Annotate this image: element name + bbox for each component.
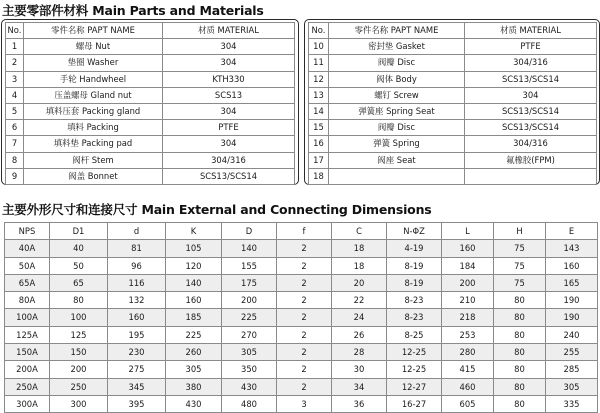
dimension-cell: 305	[166, 361, 222, 378]
dimension-cell: 2	[277, 378, 332, 395]
part-name: 螺母 Nut	[24, 39, 163, 55]
part-no: 14	[309, 104, 329, 120]
dimension-cell: 34	[332, 378, 387, 395]
dimension-cell: 75	[494, 274, 546, 291]
dimension-cell: 120	[166, 257, 222, 274]
dimension-cell: 105	[166, 240, 222, 257]
part-material: SCS13/SCS14	[465, 71, 597, 87]
table-row	[6, 152, 295, 168]
dimension-cell: 460	[442, 378, 494, 395]
header-no: No.	[6, 23, 24, 39]
column-header: N-ΦZ	[387, 223, 442, 240]
table-row	[6, 120, 295, 136]
part-no: 5	[6, 104, 24, 120]
part-no: 18	[309, 168, 329, 184]
dimension-cell: 160	[108, 309, 166, 326]
part-no: 15	[309, 120, 329, 136]
part-name	[329, 168, 465, 184]
dimension-cell: 605	[442, 395, 494, 412]
part-name: 螺钉 Screw	[329, 87, 465, 103]
dimension-cell: 65	[50, 274, 108, 291]
part-material: 304	[163, 136, 295, 152]
table-row	[5, 326, 598, 343]
nps-cell: 250A	[5, 378, 50, 395]
header-no: No.	[309, 23, 329, 39]
dimension-cell: 200	[50, 361, 108, 378]
column-header: f	[277, 223, 332, 240]
dimension-cell: 18	[332, 257, 387, 274]
dimension-cell: 3	[277, 395, 332, 412]
dimension-cell: 190	[546, 309, 598, 326]
part-name: 弹簧 Spring	[329, 136, 465, 152]
dimension-cell: 2	[277, 240, 332, 257]
dimension-cell: 210	[442, 292, 494, 309]
table-row	[6, 168, 295, 184]
dimension-cell: 30	[332, 361, 387, 378]
part-material: 304	[465, 87, 597, 103]
dimension-cell: 75	[494, 257, 546, 274]
dimension-cell: 36	[332, 395, 387, 412]
part-name: 阀杆 Stem	[24, 152, 163, 168]
part-no: 13	[309, 87, 329, 103]
dimension-cell: 80	[494, 292, 546, 309]
nps-cell: 150A	[5, 344, 50, 361]
dimension-cell: 160	[442, 240, 494, 257]
dimension-cell: 255	[546, 344, 598, 361]
dimension-cell: 12-25	[387, 344, 442, 361]
table-row	[5, 344, 598, 361]
dimension-cell: 190	[546, 292, 598, 309]
dimension-cell: 2	[277, 274, 332, 291]
dimension-cell: 200	[222, 292, 277, 309]
dimension-cell: 8-19	[387, 274, 442, 291]
table-row	[6, 104, 295, 120]
dimension-cell: 96	[108, 257, 166, 274]
dimension-cell: 12-27	[387, 378, 442, 395]
dimension-cell: 20	[332, 274, 387, 291]
dimension-cell: 8-23	[387, 309, 442, 326]
dimension-cell: 195	[108, 326, 166, 343]
dimension-cell: 280	[442, 344, 494, 361]
dimension-cell: 100	[50, 309, 108, 326]
table-row	[6, 55, 295, 71]
dimension-cell: 22	[332, 292, 387, 309]
dimension-cell: 218	[442, 309, 494, 326]
dimension-cell: 12-25	[387, 361, 442, 378]
dimension-cell: 300	[50, 395, 108, 412]
dimension-cell: 305	[546, 378, 598, 395]
part-name: 阀体 Body	[329, 71, 465, 87]
dimension-cell: 430	[222, 378, 277, 395]
part-no: 8	[6, 152, 24, 168]
dimension-cell: 50	[50, 257, 108, 274]
parts-header-row	[6, 23, 295, 39]
dimension-cell: 270	[222, 326, 277, 343]
part-material: SCS13/SCS14	[163, 168, 295, 184]
dimension-cell: 253	[442, 326, 494, 343]
dimension-cell: 395	[108, 395, 166, 412]
column-header: L	[442, 223, 494, 240]
part-material: SCS13	[163, 87, 295, 103]
dimension-cell: 150	[50, 344, 108, 361]
part-no: 4	[6, 87, 24, 103]
dimension-cell: 140	[222, 240, 277, 257]
dimension-cell: 132	[108, 292, 166, 309]
part-name: 填料压套 Packing gland	[24, 104, 163, 120]
nps-cell: 300A	[5, 395, 50, 412]
part-name: 压盖螺母 Gland nut	[24, 87, 163, 103]
table-row	[309, 120, 597, 136]
dimension-cell: 345	[108, 378, 166, 395]
part-no: 1	[6, 39, 24, 55]
column-header: K	[166, 223, 222, 240]
dimension-cell: 160	[546, 257, 598, 274]
dimension-cell: 8-19	[387, 257, 442, 274]
dimension-cell: 165	[546, 274, 598, 291]
part-no: 16	[309, 136, 329, 152]
dimension-cell: 415	[442, 361, 494, 378]
dimension-cell: 24	[332, 309, 387, 326]
dimension-cell: 143	[546, 240, 598, 257]
part-name: 阀瓣 Disc	[329, 55, 465, 71]
dimension-cell: 80	[494, 378, 546, 395]
dimensions-table	[4, 222, 598, 413]
part-no: 11	[309, 55, 329, 71]
part-material: 304	[163, 104, 295, 120]
table-row	[309, 39, 597, 55]
table-row	[309, 55, 597, 71]
part-name: 阀盖 Bonnet	[24, 168, 163, 184]
dimension-cell: 430	[166, 395, 222, 412]
dimension-cell: 240	[546, 326, 598, 343]
table-row	[309, 136, 597, 152]
dimension-cell: 2	[277, 309, 332, 326]
part-material: 304/316	[465, 55, 597, 71]
header-material: 材质 MATERIAL	[163, 23, 295, 39]
table-row	[6, 136, 295, 152]
dimension-cell: 2	[277, 344, 332, 361]
part-name: 手轮 Handwheel	[24, 71, 163, 87]
dimension-cell: 28	[332, 344, 387, 361]
nps-cell: 40A	[5, 240, 50, 257]
header-part-name: 零件名称 PAPT NAME	[329, 23, 465, 39]
table-row	[309, 152, 597, 168]
column-header: NPS	[5, 223, 50, 240]
header-part-name: 零件名称 PAPT NAME	[24, 23, 163, 39]
column-header: D	[222, 223, 277, 240]
dimension-cell: 8-25	[387, 326, 442, 343]
nps-cell: 100A	[5, 309, 50, 326]
dimension-cell: 8-23	[387, 292, 442, 309]
dimension-cell: 26	[332, 326, 387, 343]
dimension-cell: 2	[277, 257, 332, 274]
column-header: C	[332, 223, 387, 240]
table-row	[6, 71, 295, 87]
table-row	[5, 292, 598, 309]
part-no: 3	[6, 71, 24, 87]
part-name: 填料 Packing	[24, 120, 163, 136]
part-material: 氟橡胶(FPM)	[465, 152, 597, 168]
part-material: PTFE	[465, 39, 597, 55]
dimension-cell: 80	[494, 326, 546, 343]
dimension-cell: 160	[166, 292, 222, 309]
dimension-cell: 80	[494, 309, 546, 326]
table-row	[5, 274, 598, 291]
dimension-cell: 250	[50, 378, 108, 395]
part-material: 304	[163, 55, 295, 71]
dimension-cell: 18	[332, 240, 387, 257]
part-no: 17	[309, 152, 329, 168]
part-name: 垫圈 Washer	[24, 55, 163, 71]
part-material: 304/316	[163, 152, 295, 168]
dimension-cell: 230	[108, 344, 166, 361]
part-name: 阀座 Seat	[329, 152, 465, 168]
nps-cell: 50A	[5, 257, 50, 274]
dimension-cell: 2	[277, 326, 332, 343]
dimension-cell: 275	[108, 361, 166, 378]
part-material: PTFE	[163, 120, 295, 136]
dimensions-header-row	[5, 223, 598, 240]
dimensions-title: 主要外形尺寸和连接尺寸 Main External and Connecting Dimensions	[2, 202, 432, 217]
dimension-cell: 16-27	[387, 395, 442, 412]
dimension-cell: 75	[494, 240, 546, 257]
nps-cell: 125A	[5, 326, 50, 343]
table-row	[309, 168, 597, 184]
part-material: SCS13/SCS14	[465, 120, 597, 136]
dimension-cell: 81	[108, 240, 166, 257]
part-name: 弹簧座 Spring Seat	[329, 104, 465, 120]
column-header: D1	[50, 223, 108, 240]
nps-cell: 65A	[5, 274, 50, 291]
dimension-cell: 80	[494, 344, 546, 361]
nps-cell: 200A	[5, 361, 50, 378]
dimension-cell: 380	[166, 378, 222, 395]
part-name: 密封垫 Gasket	[329, 39, 465, 55]
parts-left-table	[5, 22, 295, 185]
table-row	[309, 104, 597, 120]
dimension-cell: 80	[494, 395, 546, 412]
part-material: 304/316	[465, 136, 597, 152]
table-row	[5, 240, 598, 257]
part-no: 6	[6, 120, 24, 136]
header-material: 材质 MATERIAL	[465, 23, 597, 39]
dimension-cell: 140	[166, 274, 222, 291]
dimension-cell: 225	[166, 326, 222, 343]
table-row	[5, 395, 598, 412]
part-material: 304	[163, 39, 295, 55]
dimension-cell: 184	[442, 257, 494, 274]
parts-right-table	[308, 22, 597, 185]
dimension-cell: 116	[108, 274, 166, 291]
dimension-cell: 2	[277, 361, 332, 378]
table-row	[5, 361, 598, 378]
dimension-cell: 285	[546, 361, 598, 378]
dimension-cell: 155	[222, 257, 277, 274]
part-no: 12	[309, 71, 329, 87]
column-header: E	[546, 223, 598, 240]
table-row	[5, 378, 598, 395]
nps-cell: 80A	[5, 292, 50, 309]
table-row	[6, 87, 295, 103]
dimension-cell: 305	[222, 344, 277, 361]
table-row	[5, 309, 598, 326]
part-material: KTH330	[163, 71, 295, 87]
part-name: 填料垫 Packing pad	[24, 136, 163, 152]
dimension-cell: 80	[494, 361, 546, 378]
table-row	[309, 87, 597, 103]
parts-title: 主要零部件材料 Main Parts and Materials	[2, 3, 264, 18]
dimension-cell: 4-19	[387, 240, 442, 257]
dimension-cell: 175	[222, 274, 277, 291]
dimension-cell: 185	[166, 309, 222, 326]
dimension-cell: 40	[50, 240, 108, 257]
dimension-cell: 260	[166, 344, 222, 361]
part-no: 9	[6, 168, 24, 184]
table-row	[309, 71, 597, 87]
part-no: 2	[6, 55, 24, 71]
part-name: 阀瓣 Disc	[329, 120, 465, 136]
parts-header-row	[309, 23, 597, 39]
dimension-cell: 2	[277, 292, 332, 309]
dimension-cell: 125	[50, 326, 108, 343]
part-material: SCS13/SCS14	[465, 104, 597, 120]
part-no: 10	[309, 39, 329, 55]
table-row	[6, 39, 295, 55]
dimension-cell: 335	[546, 395, 598, 412]
part-no: 7	[6, 136, 24, 152]
dimension-cell: 225	[222, 309, 277, 326]
column-header: d	[108, 223, 166, 240]
column-header: H	[494, 223, 546, 240]
dimension-cell: 200	[442, 274, 494, 291]
dimension-cell: 80	[50, 292, 108, 309]
table-row	[5, 257, 598, 274]
dimension-cell: 480	[222, 395, 277, 412]
part-material	[465, 168, 597, 184]
dimension-cell: 350	[222, 361, 277, 378]
